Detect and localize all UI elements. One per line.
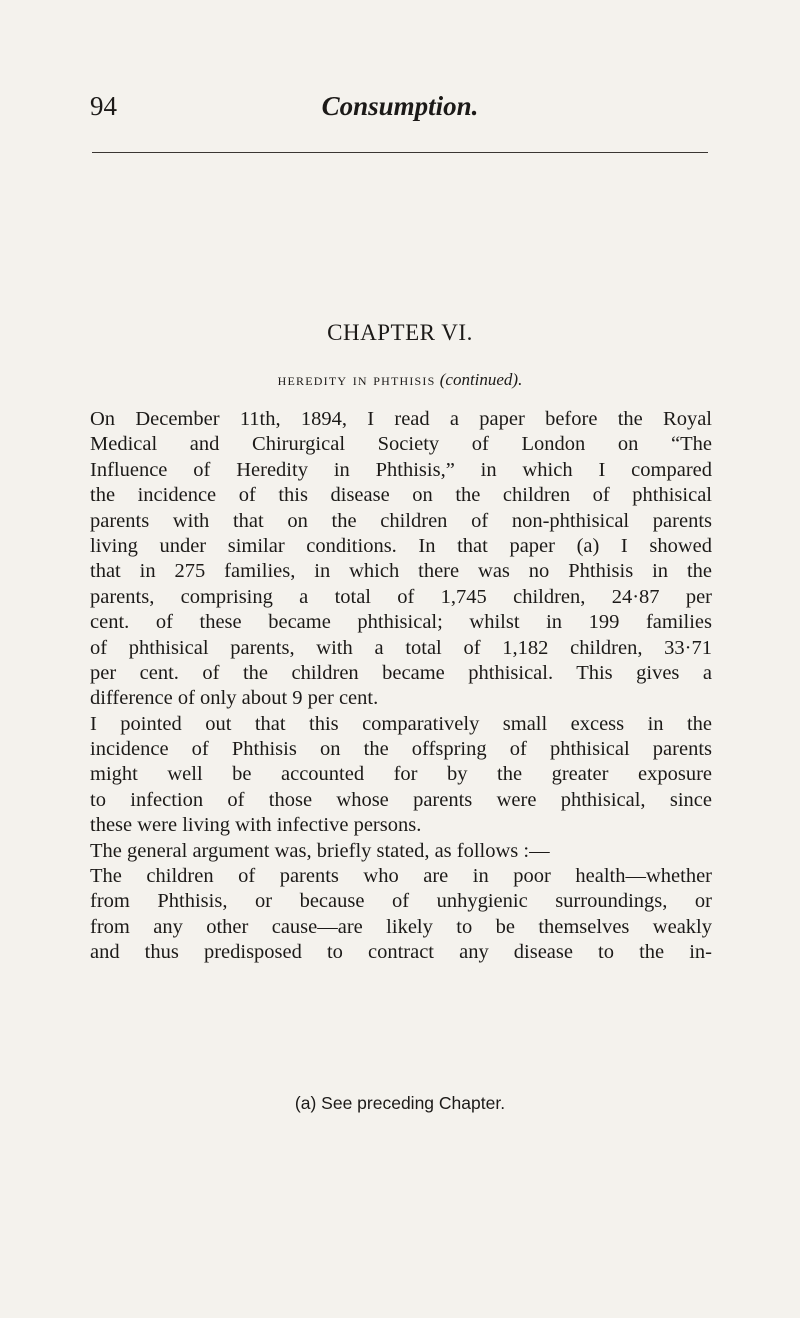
- text-line: from Phthisis, or because of unhygienic surroundings, or: [90, 890, 712, 913]
- text-line: Medical and Chirurgical Society of London on “The: [90, 433, 712, 456]
- text-line: from any other cause—are likely to be themselves weakly: [90, 915, 712, 938]
- text-line: Influence of Heredity in Phthisis,” in which I compared: [90, 458, 712, 481]
- footnote: (a) See preceding Chapter.: [294, 1093, 506, 1113]
- text-line: On December 11th, 1894, I read a paper before the Royal: [90, 408, 712, 430]
- text-line: cent. of these became phthisical; whilst in 199 families: [90, 611, 712, 634]
- text-line: to infection of those whose parents were phthisical, since: [90, 788, 712, 811]
- text-line: and thus predisposed to contract any disease to the in-: [90, 941, 712, 964]
- text-line: parents, comprising a total of 1,745 children, 24·87 per: [90, 585, 712, 608]
- text-line: incidence of Phthisis on the offspring of phthisical parents: [90, 738, 712, 761]
- page-number: 94: [90, 91, 117, 121]
- chapter-subtitle: [0, 368, 800, 392]
- text-line: parents with that on the children of non-phthisical parents: [90, 509, 712, 532]
- text-line: the incidence of this disease on the children of phthisical: [90, 484, 712, 507]
- text-line: of phthisical parents, with a total of 1,182 children, 33·71: [90, 636, 712, 659]
- text-line: difference of only about 9 per cent.: [90, 687, 379, 710]
- text-line: I pointed out that this comparatively small excess in the: [90, 712, 712, 735]
- running-title: Consumption.: [321, 91, 479, 121]
- chapter-subtitle-text: heredity in phthisis: [277, 370, 436, 389]
- text-line: that in 275 families, in which there was no Phthisis in the: [90, 560, 712, 583]
- text-line: living under similar conditions. In that paper (a) I showed: [90, 534, 712, 557]
- text-line: The general argument was, briefly stated, as follows :—: [90, 839, 550, 862]
- running-head: [90, 86, 710, 126]
- text-line: per cent. of the children became phthisical. This gives a: [90, 661, 712, 684]
- body-text: [90, 407, 712, 966]
- chapter-title: CHAPTER VI.: [327, 320, 473, 345]
- text-line: The children of parents who are in poor health—whether: [90, 865, 712, 888]
- header-rule: [92, 152, 708, 153]
- text-line: these were living with infective persons.: [90, 814, 422, 837]
- text-line: might well be accounted for by the greater exposure: [90, 763, 712, 786]
- chapter-subtitle-note: (continued).: [439, 370, 523, 389]
